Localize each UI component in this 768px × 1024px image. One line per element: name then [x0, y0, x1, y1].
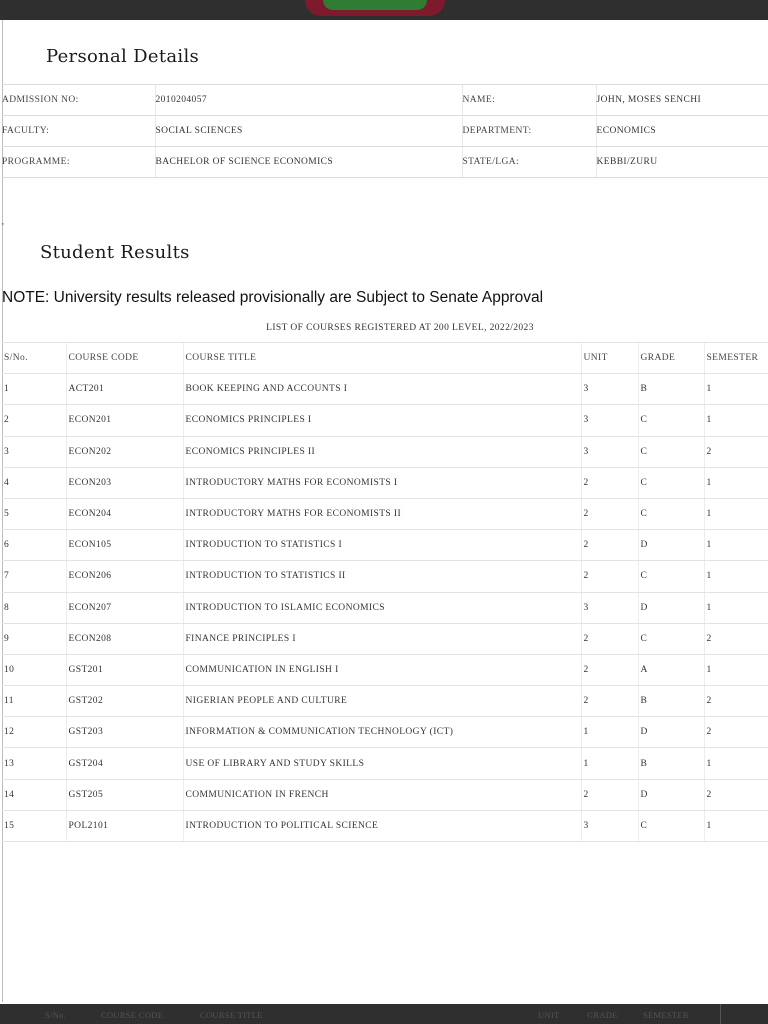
cell-grade: B — [638, 748, 704, 779]
header-course-code: COURSE CODE — [66, 343, 183, 374]
cell-course-title: INTRODUCTION TO ISLAMIC ECONOMICS — [183, 592, 581, 623]
cell-sn: 10 — [2, 654, 66, 685]
cell-course-title: INTRODUCTION TO STATISTICS I — [183, 530, 581, 561]
header-grade: GRADE — [638, 343, 704, 374]
cell-sn: 7 — [2, 561, 66, 592]
cell-course-title: INTRODUCTORY MATHS FOR ECONOMISTS I — [183, 467, 581, 498]
provisional-note: NOTE: University results released provisionally are Subject to Senate Approval — [2, 289, 544, 306]
cell-sn: 5 — [2, 498, 66, 529]
header-course-title: COURSE TITLE — [183, 343, 581, 374]
results-table — [2, 342, 768, 842]
cell-grade: C — [638, 467, 704, 498]
cell-course-code: GST201 — [66, 654, 183, 685]
cell-grade: C — [638, 623, 704, 654]
cell-unit: 3 — [581, 810, 638, 841]
cell-grade: C — [638, 436, 704, 467]
cell-course-code: GST204 — [66, 748, 183, 779]
cell-course-title: ECONOMICS PRINCIPLES II — [183, 436, 581, 467]
cell-course-code: ECON208 — [66, 623, 183, 654]
cell-grade: B — [638, 374, 704, 405]
header-sn: S/No. — [2, 343, 66, 374]
result-row — [2, 779, 768, 810]
cell-course-title: FINANCE PRINCIPLES I — [183, 623, 581, 654]
result-row — [2, 498, 768, 529]
name-label: NAME: — [462, 85, 596, 116]
state-lga-value: KEBBI/ZURU — [596, 147, 768, 178]
cell-unit: 2 — [581, 561, 638, 592]
programme-value: BACHELOR OF SCIENCE ECONOMICS — [155, 147, 462, 178]
cell-course-code: ECON206 — [66, 561, 183, 592]
cell-course-title: NIGERIAN PEOPLE AND CULTURE — [183, 686, 581, 717]
personal-details-table — [2, 84, 768, 178]
ghost-header-code: COURSE CODE — [101, 1010, 164, 1020]
cell-sn: 11 — [2, 686, 66, 717]
result-row — [2, 810, 768, 841]
cell-sn: 4 — [2, 467, 66, 498]
cell-course-title: INTRODUCTION TO STATISTICS II — [183, 561, 581, 592]
result-row — [2, 467, 768, 498]
cell-semester: 2 — [704, 717, 768, 748]
details-row-programme — [2, 147, 768, 178]
cell-course-code: ECON207 — [66, 592, 183, 623]
cell-course-code: GST205 — [66, 779, 183, 810]
courses-caption: LIST OF COURSES REGISTERED AT 200 LEVEL, 2022/2023 — [266, 323, 534, 333]
cell-unit: 2 — [581, 498, 638, 529]
cell-course-code: GST203 — [66, 717, 183, 748]
result-row — [2, 561, 768, 592]
cell-sn: 1 — [2, 374, 66, 405]
cell-sn: 6 — [2, 530, 66, 561]
faculty-label: FACULTY: — [2, 116, 155, 147]
state-lga-label: STATE/LGA: — [462, 147, 596, 178]
cell-grade: A — [638, 654, 704, 685]
cell-course-code: ECON105 — [66, 530, 183, 561]
cell-grade: C — [638, 810, 704, 841]
cell-semester: 1 — [704, 654, 768, 685]
result-row — [2, 686, 768, 717]
cell-semester: 1 — [704, 561, 768, 592]
cell-semester: 2 — [704, 779, 768, 810]
cell-sn: 8 — [2, 592, 66, 623]
result-row — [2, 748, 768, 779]
results-body — [2, 374, 768, 842]
cell-course-title: INTRODUCTORY MATHS FOR ECONOMISTS II — [183, 498, 581, 529]
faculty-value: SOCIAL SCIENCES — [155, 116, 462, 147]
cell-grade: D — [638, 779, 704, 810]
cell-course-title: ECONOMICS PRINCIPLES I — [183, 405, 581, 436]
admission-label: ADMISSION NO: — [2, 85, 155, 116]
cell-course-code: ACT201 — [66, 374, 183, 405]
cell-unit: 2 — [581, 530, 638, 561]
result-row — [2, 530, 768, 561]
bottom-bar-divider — [720, 1004, 721, 1024]
cell-course-code: POL2101 — [66, 810, 183, 841]
department-value: ECONOMICS — [596, 116, 768, 147]
cell-grade: D — [638, 592, 704, 623]
cell-semester: 1 — [704, 530, 768, 561]
cell-unit: 3 — [581, 374, 638, 405]
result-row — [2, 717, 768, 748]
cell-unit: 3 — [581, 436, 638, 467]
result-row — [2, 623, 768, 654]
result-row — [2, 405, 768, 436]
stray-mark: ' — [2, 222, 4, 233]
cell-sn: 15 — [2, 810, 66, 841]
result-row — [2, 592, 768, 623]
ghost-header-unit: UNIT — [538, 1010, 560, 1020]
cell-semester: 2 — [704, 436, 768, 467]
cell-unit: 2 — [581, 686, 638, 717]
cell-course-title: INTRODUCTION TO POLITICAL SCIENCE — [183, 810, 581, 841]
cell-grade: C — [638, 561, 704, 592]
top-bar — [0, 0, 768, 20]
result-row — [2, 436, 768, 467]
cell-course-title: COMMUNICATION IN FRENCH — [183, 779, 581, 810]
cell-course-title: USE OF LIBRARY AND STUDY SKILLS — [183, 748, 581, 779]
cell-course-code: GST202 — [66, 686, 183, 717]
details-row-admission — [2, 85, 768, 116]
result-row — [2, 654, 768, 685]
cell-sn: 2 — [2, 405, 66, 436]
cell-unit: 1 — [581, 748, 638, 779]
cell-unit: 2 — [581, 623, 638, 654]
cell-grade: D — [638, 717, 704, 748]
cell-course-code: ECON203 — [66, 467, 183, 498]
cell-course-title: BOOK KEEPING AND ACCOUNTS I — [183, 374, 581, 405]
cell-unit: 2 — [581, 779, 638, 810]
cell-course-code: ECON204 — [66, 498, 183, 529]
cell-unit: 2 — [581, 654, 638, 685]
ghost-header-grade: GRADE — [587, 1010, 618, 1020]
cell-unit: 2 — [581, 467, 638, 498]
cell-unit: 3 — [581, 405, 638, 436]
cell-sn: 14 — [2, 779, 66, 810]
cell-sn: 13 — [2, 748, 66, 779]
cell-course-code: ECON201 — [66, 405, 183, 436]
ghost-header-sn: S/No. — [45, 1010, 67, 1020]
cell-grade: B — [638, 686, 704, 717]
header-semester: SEMESTER — [704, 343, 768, 374]
cell-grade: D — [638, 530, 704, 561]
cell-semester: 2 — [704, 686, 768, 717]
cell-sn: 12 — [2, 717, 66, 748]
header-unit: UNIT — [581, 343, 638, 374]
cell-sn: 9 — [2, 623, 66, 654]
cell-semester: 1 — [704, 405, 768, 436]
cell-semester: 2 — [704, 623, 768, 654]
cell-course-title: COMMUNICATION IN ENGLISH I — [183, 654, 581, 685]
results-header-row — [2, 343, 768, 374]
cell-semester: 1 — [704, 748, 768, 779]
cell-semester: 1 — [704, 498, 768, 529]
student-results-title: Student Results — [40, 242, 190, 263]
cell-semester: 1 — [704, 467, 768, 498]
cell-course-title: INFORMATION & COMMUNICATION TECHNOLOGY (ICT) — [183, 717, 581, 748]
result-row — [2, 374, 768, 405]
programme-label: PROGRAMME: — [2, 147, 155, 178]
ghost-header-title: COURSE TITLE — [200, 1010, 263, 1020]
admission-value: 2010204057 — [155, 85, 462, 116]
bottom-bar — [0, 1004, 768, 1024]
cell-unit: 3 — [581, 592, 638, 623]
name-value: JOHN, MOSES SENCHI — [596, 85, 768, 116]
logo-emblem — [305, 0, 445, 16]
cell-grade: C — [638, 405, 704, 436]
ghost-header-semester: SEMESTER — [643, 1010, 689, 1020]
cell-semester: 1 — [704, 374, 768, 405]
department-label: DEPARTMENT: — [462, 116, 596, 147]
cell-semester: 1 — [704, 592, 768, 623]
cell-grade: C — [638, 498, 704, 529]
cell-course-code: ECON202 — [66, 436, 183, 467]
cell-semester: 1 — [704, 810, 768, 841]
personal-details-title: Personal Details — [46, 46, 200, 67]
cell-unit: 1 — [581, 717, 638, 748]
cell-sn: 3 — [2, 436, 66, 467]
details-row-faculty — [2, 116, 768, 147]
